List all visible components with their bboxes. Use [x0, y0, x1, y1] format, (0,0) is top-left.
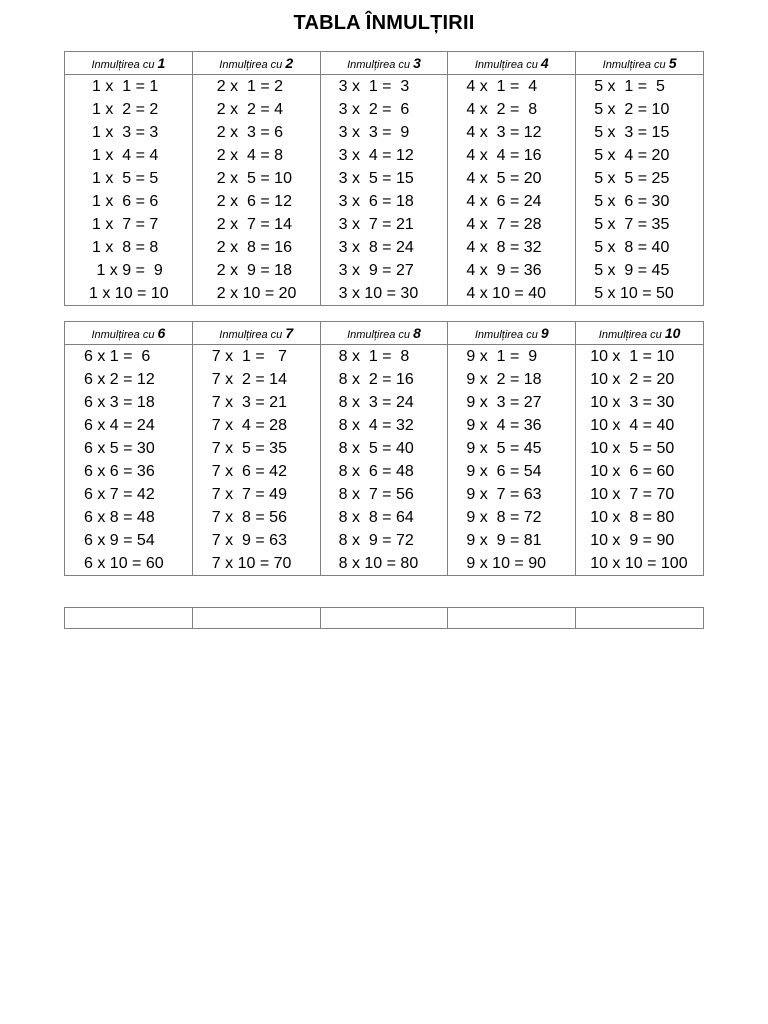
equation: 3 x 6 = 18: [338, 193, 414, 210]
equation: 4 x 9 = 36: [466, 262, 542, 279]
header-prefix: Inmulțirea cu: [219, 329, 283, 341]
equation: 5 x 4 = 20: [594, 147, 670, 164]
equation: 7 x 7 = 49: [211, 486, 287, 503]
empty-cell: [576, 608, 704, 629]
equation: 9 x 2 = 18: [466, 371, 542, 388]
equation: 5 x 8 = 40: [594, 239, 670, 256]
empty-cell: [65, 608, 193, 629]
equations-column-10: [576, 345, 704, 576]
equation: 6 x 6 = 36: [84, 463, 155, 480]
equation: 10 x 5 = 50: [590, 440, 675, 457]
equation: 10 x 6 = 60: [590, 463, 675, 480]
header-number: 6: [157, 325, 166, 341]
equation: 2 x 9 = 18: [216, 262, 292, 279]
equation: 5 x 1 = 5: [594, 78, 665, 95]
equation: 2 x 5 = 10: [216, 170, 292, 187]
equation: 10 x 9 = 90: [590, 532, 675, 549]
equation: 6 x 10 = 60: [84, 555, 164, 572]
equation: 1 x 8 = 8: [92, 239, 159, 256]
equation: 10 x 1 = 10: [590, 348, 675, 365]
equation: 5 x 3 = 15: [594, 124, 670, 141]
column-header-6: [65, 322, 193, 345]
equation: 3 x 2 = 6: [338, 101, 410, 118]
equation: 6 x 7 = 42: [84, 486, 155, 503]
equation: 10 x 10 = 100: [590, 555, 688, 572]
header-prefix: Inmulțirea cu: [219, 59, 283, 71]
equation: 1 x 6 = 6: [92, 193, 159, 210]
multiplication-table-1-to-5: [64, 51, 704, 306]
header-number: 3: [413, 55, 421, 71]
header-number: 7: [285, 325, 294, 341]
equation: 2 x 10 = 20: [216, 285, 297, 302]
equation: 8 x 10 = 80: [338, 555, 419, 572]
equation: 3 x 3 = 9: [338, 124, 410, 141]
equation: 1 x 1 = 1: [92, 78, 159, 95]
header-prefix: Inmulțirea cu: [91, 329, 155, 341]
header-number: 1: [157, 55, 166, 71]
column-header-5: [576, 52, 704, 75]
equation: 2 x 4 = 8: [216, 147, 284, 164]
equations-column-4: [448, 75, 576, 306]
equation: 6 x 1 = 6: [84, 348, 151, 365]
header-number: 5: [668, 55, 677, 71]
header-prefix: Inmulțirea cu: [598, 329, 662, 341]
equation: 6 x 2 = 12: [84, 371, 155, 388]
column-header-2: [192, 52, 320, 75]
equation: 8 x 2 = 16: [338, 371, 414, 388]
equation: 7 x 8 = 56: [211, 509, 287, 526]
equation: 2 x 2 = 4: [216, 101, 284, 118]
equation: 1 x 3 = 3: [92, 124, 159, 141]
equation: 5 x 9 = 45: [594, 262, 670, 279]
equations-column-9: [448, 345, 576, 576]
equation: 4 x 6 = 24: [466, 193, 542, 210]
equation: 4 x 8 = 32: [466, 239, 542, 256]
equation: 9 x 7 = 63: [466, 486, 542, 503]
equation: 7 x 10 = 70: [211, 555, 292, 572]
equation: 1 x 10 = 10: [89, 285, 169, 302]
page-title: TABLA ÎNMULȚIRII: [293, 12, 475, 34]
header-number: 10: [664, 325, 681, 341]
equation: 7 x 9 = 63: [211, 532, 287, 549]
equation: 10 x 2 = 20: [590, 371, 675, 388]
equation: 4 x 7 = 28: [466, 216, 542, 233]
header-prefix: Inmulțirea cu: [474, 59, 538, 71]
equation: 10 x 8 = 80: [590, 509, 675, 526]
equations-column-5: [576, 75, 704, 306]
header-number: 4: [540, 55, 549, 71]
header-number: 8: [413, 325, 421, 341]
table-body-row: [65, 75, 704, 306]
table-row: [65, 608, 704, 629]
equation: 3 x 4 = 12: [338, 147, 414, 164]
equation: 5 x 10 = 50: [594, 285, 674, 302]
equation: 9 x 9 = 81: [466, 532, 542, 549]
equation: 3 x 8 = 24: [338, 239, 414, 256]
header-prefix: Inmulțirea cu: [347, 59, 411, 71]
column-header-10: [576, 322, 704, 345]
empty-table-row: [64, 607, 704, 629]
equation: 10 x 4 = 40: [590, 417, 675, 434]
equation: 1 x 7 = 7: [92, 216, 159, 233]
column-header-9: [448, 322, 576, 345]
equation: 9 x 1 = 9: [466, 348, 538, 365]
equation: 7 x 3 = 21: [211, 394, 287, 411]
equation: 1 x 2 = 2: [92, 101, 159, 118]
equation: 1 x 4 = 4: [92, 147, 159, 164]
equation: 9 x 8 = 72: [466, 509, 542, 526]
equation: 8 x 1 = 8: [338, 348, 410, 365]
equation: 8 x 4 = 32: [338, 417, 414, 434]
column-header-4: [448, 52, 576, 75]
equation: 6 x 5 = 30: [84, 440, 155, 457]
equations-column-7: [192, 345, 320, 576]
header-number: 9: [540, 325, 549, 341]
equation: 4 x 2 = 8: [466, 101, 538, 118]
equation: 8 x 9 = 72: [338, 532, 414, 549]
equation: 9 x 3 = 27: [466, 394, 542, 411]
equation: 6 x 8 = 48: [84, 509, 155, 526]
equation: 5 x 7 = 35: [594, 216, 670, 233]
equation: 4 x 5 = 20: [466, 170, 542, 187]
equation: 5 x 6 = 30: [594, 193, 670, 210]
equation: 6 x 4 = 24: [84, 417, 155, 434]
header-number: 2: [285, 55, 294, 71]
equation: 7 x 2 = 14: [211, 371, 287, 388]
table-header-row: [65, 52, 704, 75]
equation: 2 x 3 = 6: [216, 124, 284, 141]
equation: 3 x 9 = 27: [338, 262, 414, 279]
equation: 4 x 10 = 40: [466, 285, 547, 302]
equations-column-2: [192, 75, 320, 306]
header-prefix: Inmulțirea cu: [91, 59, 155, 71]
column-header-3: [320, 52, 448, 75]
empty-cell: [448, 608, 576, 629]
column-header-7: [192, 322, 320, 345]
column-header-8: [320, 322, 448, 345]
equation: 2 x 7 = 14: [216, 216, 292, 233]
equation: 8 x 5 = 40: [338, 440, 414, 457]
equation: 10 x 7 = 70: [590, 486, 675, 503]
equation: 8 x 8 = 64: [338, 509, 414, 526]
equation: 5 x 2 = 10: [594, 101, 670, 118]
equation: 9 x 4 = 36: [466, 417, 542, 434]
equation: 7 x 4 = 28: [211, 417, 287, 434]
equation: 2 x 1 = 2: [216, 78, 284, 95]
column-header-1: [65, 52, 193, 75]
equation: 9 x 5 = 45: [466, 440, 542, 457]
equation: 9 x 10 = 90: [466, 555, 547, 572]
equations-column-1: [65, 75, 193, 306]
equation: 6 x 3 = 18: [84, 394, 155, 411]
equations-column-3: [320, 75, 448, 306]
equation: 7 x 5 = 35: [211, 440, 287, 457]
equation: 2 x 8 = 16: [216, 239, 292, 256]
equation: 4 x 3 = 12: [466, 124, 542, 141]
equation: 3 x 7 = 21: [338, 216, 414, 233]
equation: 9 x 6 = 54: [466, 463, 542, 480]
table-header-row: [65, 322, 704, 345]
equation: 7 x 6 = 42: [211, 463, 287, 480]
equation: 4 x 1 = 4: [466, 78, 538, 95]
header-prefix: Inmulțirea cu: [347, 329, 411, 341]
table-body-row: [65, 345, 704, 576]
equation: 1 x 9 = 9: [92, 262, 163, 279]
equation: 2 x 6 = 12: [216, 193, 292, 210]
header-prefix: Inmulțirea cu: [602, 59, 666, 71]
equations-column-6: [65, 345, 193, 576]
equation: 3 x 1 = 3: [338, 78, 410, 95]
header-prefix: Inmulțirea cu: [474, 329, 538, 341]
multiplication-table-6-to-10: [64, 321, 704, 576]
empty-cell: [192, 608, 320, 629]
equation: 7 x 1 = 7: [211, 348, 287, 365]
equation: 10 x 3 = 30: [590, 394, 675, 411]
equation: 1 x 5 = 5: [92, 170, 159, 187]
equation: 5 x 5 = 25: [594, 170, 670, 187]
equation: 8 x 6 = 48: [338, 463, 414, 480]
equation: 8 x 3 = 24: [338, 394, 414, 411]
equation: 8 x 7 = 56: [338, 486, 414, 503]
equation: 3 x 10 = 30: [338, 285, 419, 302]
equations-column-8: [320, 345, 448, 576]
empty-cell: [320, 608, 448, 629]
equation: 3 x 5 = 15: [338, 170, 414, 187]
equation: 4 x 4 = 16: [466, 147, 542, 164]
equation: 6 x 9 = 54: [84, 532, 155, 549]
